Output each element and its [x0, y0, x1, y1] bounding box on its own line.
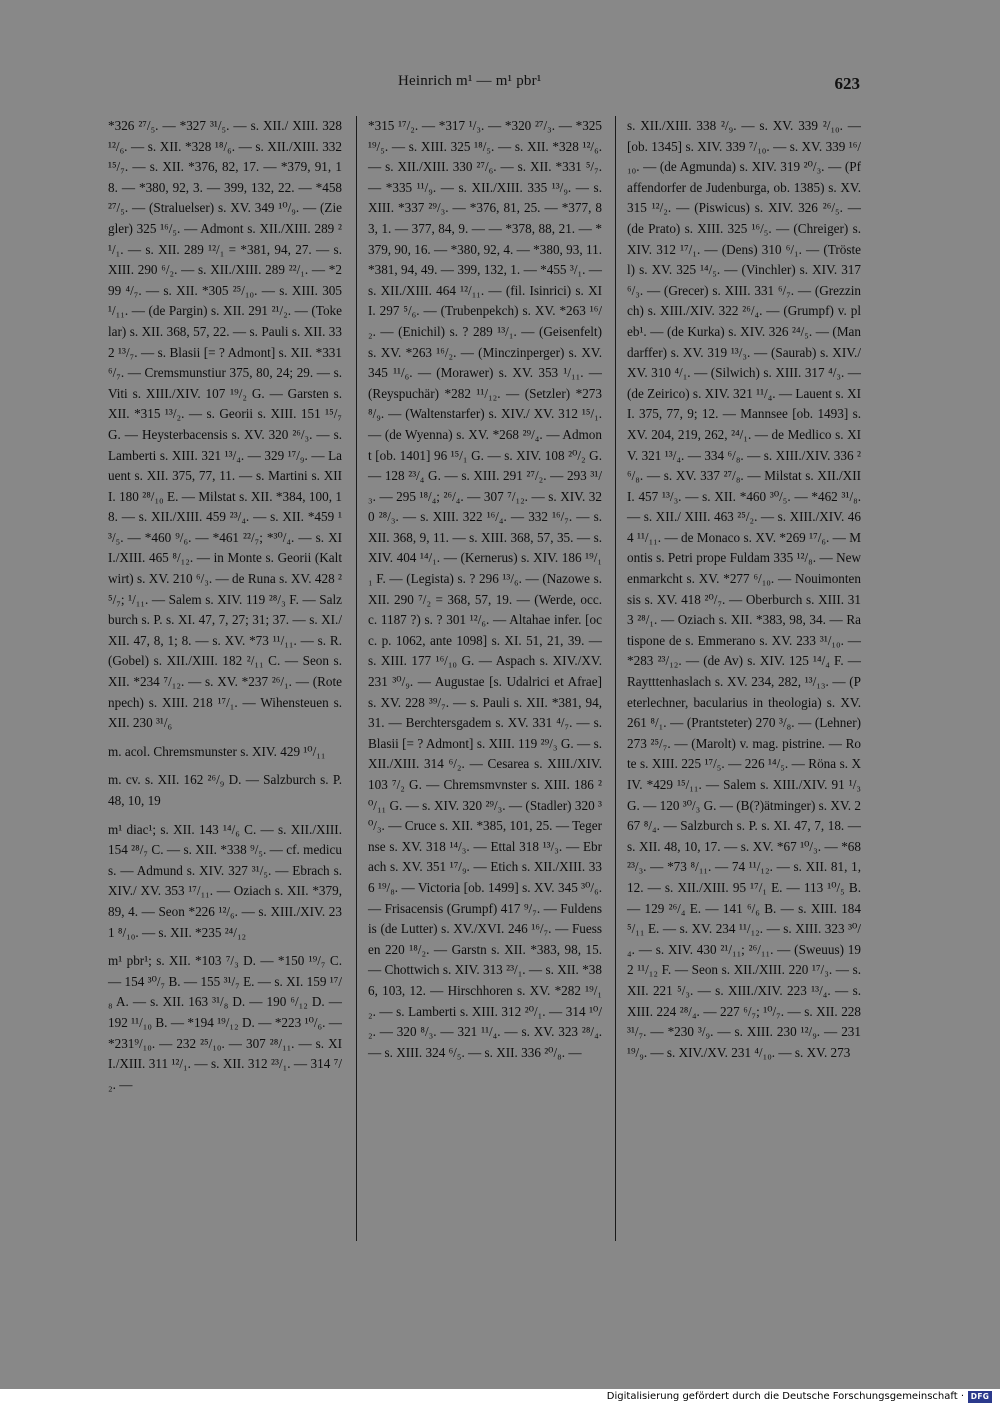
page-header	[0, 73, 1000, 97]
index-entry: *315 ¹⁷/₂. — *317 ¹/₃. — *320 ²⁷/₃. — *325 ¹⁹/₅. — s. XIII. 325 ¹⁸/₅. — s. XII. *328 ¹²/₆. — s. XII./XIII. 330 ²⁷/₆. — s. XII. *331 ⁵/₇. — *335 ¹¹/₉. — s. XII./XIII. 335 ¹³/₉. — s. XIII. *337 ²⁹/₃. — *376, 81, 25. — *377, 83, 1. — 377, 84, 9. — — *378, 88, 21. — *379, 90, 16. — *380, 92, 4. — *380, 93, 11. *381, 94, 49. — 399, 132, 1. — *455 ³/₁. — s. XII./XIII. 464 ¹²/₁₁. — (fil. Isinrici) s. XII. 297 ⁵/₆. — (Trubenpekch) s. XV. *263 ¹⁶/₂. — (Enichil) s. ? 289 ¹³/₁. — (Geisenfelt) s. XV. *263 ¹⁶/₂. — (Minczinperger) s. XV. 345 ¹¹/₆. — (Morawer) s. XV. 353 ¹/₁₁. — (Reyspuchär) *282 ¹¹/₁₂. — (Setzler) *273 ⁸/₉. — (Waltenstarfer) s. XIV./ XV. 312 ¹⁵/₁. — (de Wyenna) s. XV. *268 ²⁹/₄. — Admont [ob. 1401] 96 ¹⁵/₁ G. — s. XIV. 108 ²⁰/₂ G. — 128 ²³/₄ G. — s. XIII. 291 ²⁷/₂. — 293 ³¹/₃. — 295 ¹⁸/₄; ²⁶/₄. — 307 ⁷/₁₂. — s. XIV. 320 ²⁸/₃. — s. XIII. 322 ¹⁶/₄. — 332 ¹⁶/₇. — s. XII. 368, 9, 11. — s. XIII. 368, 57, 35. — s. XIV. 404 ¹⁴/₁. — (Kernerus) s. XIV. 186 ¹⁹/₁₁ F. — (Legista) s. ? 296 ¹³/₆. — (Nazowe s. XII. 290 ⁷/₂ = 368, 57, 19. — (Werde, occ. c. 1187 ?) s. ? 301 ¹²/₆. — Altahae infer. [occ. p. 1062, ante 1098] s. XI. 51, 21, 39. — s. XIII. 177 ¹⁶/₁₀ G. — Aspach s. XIV./XV. 231 ³⁰/₉. — Augustae [s. Udalrici et Afrae] s. XV. 228 ³⁹/₇. — s. Pauli s. XII. *381, 94, 31. — Berchtersgadem s. XV. 331 ⁴/₇. — s. Blasii [= ? Admont] s. XIII. 119 ²⁹/₃ G. — s. XII./XIII. 314 ⁶/₂. — Cesarea s. XIII./XIV. 103 ⁷/₂ G. — Chremsmvnster s. XIII. 186 ²⁰/₁₁ G. — s. XIV. 320 ²⁹/₃. — (Stadler) 320 ³⁰/₃. — Cruce s. XII. *385, 101, 25. — Tegernse s. XV. 318 ¹⁴/₃. — Ettal 318 ¹³/₃. — Ebrach s. XV. 351 ¹⁷/₉. — Etich s. XII./XIII. 336 ¹⁹/₈. — Victoria [ob. 1499] s. XV. 345 ³⁰/₆. — Frisacensis (Grumpf) 417 ⁹/₇. — Fuldensis (de Lutter) s. XV./XVI. 246 ¹⁶/₇. — Fuessen 220 ¹⁸/₂. — Garstn s. XII. *383, 98, 15. — Chottwich s. XIV. 313 ²³/₁. — s. XII. *386, 103, 12. — Hirschhoren s. XV. *282 ¹⁹/₁₂. — s. Lamberti s. XIII. 312 ²⁰/₁. — 314 ¹⁰/₂. — 320 ⁸/₃. — 321 ¹¹/₄. — s. XV. 323 ²⁸/₄. — s. XIII. 324 ⁶/₅. — s. XII. 336 ²⁰/₈. —	[368, 118, 602, 1060]
footer-bar	[0, 1389, 1000, 1406]
funding-note: Digitalisierung gefördert durch die Deutsche Forschungsgemeinschaft ·	[606, 1391, 964, 1402]
index-entry: m¹ diac¹; s. XII. 143 ¹⁴/₆ C. — s. XII./XIII. 154 ²⁸/₇ C. — s. XII. *338 ⁹/₅. — cf. medicus. — Admund s. XIV. 327 ³¹/₅. — Ebrach s. XIV./ XV. 353 ¹⁷/₁₁. — Oziach s. XII. *379, 89, 4. — Seon *226 ¹²/₆. — s. XIII./XIV. 231 ⁸/₁₀. — s. XII. *235 ²⁴/₁₂	[108, 821, 342, 940]
index-entry: s. XII./XIII. 338 ²/₉. — s. XV. 339 ²/₁₀. — [ob. 1345] s. XIV. 339 ⁷/₁₀. — s. XV. 339 ¹⁶/₁₀. — (de Agmunda) s. XIV. 319 ²⁰/₃. — (Pfaffendorfer de Judenburga, ob. 1385) s. XV. 315 ¹²/₂. — (Piswicus) s. XIV. 326 ²⁶/₅. — (de Prato) s. XIII. 325 ¹⁶/₅. — (Chreiger) s. XIV. 312 ¹⁷/₁. — (Dens) 310 ⁶/₁. — (Tröstel) s. XV. 325 ¹⁴/₅. — (Vinchler) s. XIV. 317 ⁶/₃. — (Grecer) s. XIII. 331 ⁶/₇. — (Grezzinch) s. XIII./XIV. 322 ²⁶/₄. — (Grumpf) v. pleb¹. — (de Kurka) s. XIV. 326 ²⁴/₅. — (Mandarffer) s. XV. 319 ¹³/₃. — (Saurab) s. XIV./XV. 310 ⁴/₁. — (Silwich) s. XIII. 317 ⁴/₃. — (de Zeirico) s. XIV. 321 ¹¹/₄. — Lauent s. XII. 375, 77, 9; 12. — Mannsee [ob. 1493] s. XV. 204, 219, 262, ²⁴/₁. — de Medlico s. XIV. 321 ¹³/₄. — 334 ⁶/₈. — s. XIII./XIV. 336 ²⁶/₈. — s. XV. 337 ²⁷/₈. — Milstat s. XII./XIII. 457 ¹³/₃. — s. XII. *460 ³⁰/₅. — *462 ³¹/₈. — s. XII./ XIII. 463 ²⁵/₂. — s. XIII./XIV. 464 ¹¹/₁₁. — de Monaco s. XV. *269 ¹⁷/₆. — Montis s. Petri prope Fuldam 335 ¹²/₈. — Newenmarkcht s. XV. *277 ⁶/₁₀. — Nouimontensis s. XV. 418 ²⁰/₇. — Oberburch s. XIII. 313 ²⁸/₁. — Oziach s. XII. *383, 98, 34. — Ratispone de s. Emmerano s. XV. 233 ³¹/₁₀. — *283 ²³/₁₂. — (de Av) s. XIV. 125 ¹⁴/₄ F. — Raytttenhaslach s. XV. 234, 282, ¹³/₁₃. — (Peterlechner, bacularius in theologia) s. XV. 261 ⁸/₁. — (Prantsteter) 270 ³/₈. — (Lehner) 273 ²⁵/₇. — (Marolt) v. mag. pistrine. — Rote s. XIII. 225 ¹⁷/₅. — 226 ¹⁴/₅. — Röna s. XIV. *429 ¹⁵/₁₁. — Salem s. XIII./XIV. 91 ¹/₃ G. — 120 ³⁰/₃ G. — (B(?)ätminger) s. XV. 267 ⁸/₄. — Salzburch s. P. s. XI. 47, 7, 18. — s. XII. 48, 10, 17. — s. XV. *67 ¹⁰/₃. — *68 ²³/₃. — *73 ⁸/₁₁. — 74 ¹¹/₁₂. — s. XII. 81, 1, 12. — s. XII./XIII. 95 ¹⁷/₁ E. — 113 ¹⁰/₅ B. — 129 ²⁶/₄ E. — 141 ⁶/₆ B. — s. XIII. 184 ⁵/₁₁ E. — s. XV. 234 ¹¹/₁₂. — s. XIII. 323 ³⁰/₄. — s. XIV. 430 ²¹/₁₁; ²⁶/₁₁. — (Sweuus) 192 ¹¹/₁₂ F. — Seon s. XII./XIII. 220 ¹⁷/₃. — s. XII. 221 ⁵/₃. — s. XIII./XIV. 223 ¹³/₄. — s. XIII. 224 ²⁸/₄. — 227 ⁶/₇; ¹⁰/₇. — s. XII. 228 ³¹/₇. — *230 ³/₉. — s. XIII. 230 ¹²/₉. — 231 ¹⁹/₉. — s. XIV./XV. 231 ⁴/₁₀. — s. XV. 273	[627, 118, 861, 1060]
index-entry: *326 ²⁷/₅. — *327 ³¹/₅. — s. XII./ XIII. 328 ¹²/₆. — s. XII. *328 ¹⁸/₆. — s. XII./XIII. 332 ¹⁵/₇. — s. XII. *376, 82, 17. — *379, 91, 18. — *380, 92, 3. — 399, 132, 22. — *458 ²⁷/₅. — (Straluelser) s. XV. 349 ¹⁰/₉. — (Ziegler) 325 ¹⁶/₅. — Admont s. XII./XIII. 289 ²¹/₁. — s. XII. 289 ¹²/₁ = *381, 94, 27. — s. XIII. 290 ⁶/₂. — s. XII./XIII. 289 ²²/₁. — *299 ⁴/₇. — s. XII. *305 ²⁵/₁₀. — s. XIII. 305 ¹/₁₁. — (de Pargin) s. XII. 291 ²¹/₂. — (Tokelar) s. XII. 368, 57, 22. — s. Pauli s. XII. 332 ¹³/₇. — s. Blasii [= ? Admont] s. XII. *331 ⁶/₇. — Cremsmunstiur 375, 80, 24; 29. — s. Viti s. XIII./XIV. 107 ¹⁹/₂ G. — Garsten s. XII. *315 ¹³/₂. — s. Georii s. XIII. 151 ¹⁵/₇ G. — Heysterbacensis s. XV. 320 ²⁶/₃. — s. Lamberti s. XIII. 321 ¹³/₄. — 329 ¹⁷/₉. — Lauent s. XII. 375, 77, 11. — s. Martini s. XIII. 180 ²⁸/₁₀ E. — Milstat s. XII. *384, 100, 18. — s. XII./XIII. 459 ²³/₄. — s. XII. *459 ¹³/₅. — *460 ⁹/₆. — *461 ²²/₇; *³⁰/₄. — s. XII./XIII. 465 ⁸/₁₂. — in Monte s. Georii (Kaltwirt) s. XV. 210 ⁶/₃. — de Runa s. XV. 428 ²⁵/₇; ¹/₁₁. — Salem s. XIV. 119 ²⁸/₃ F. — Salzburch s. P. s. XI. 47, 7, 27; 31; 37. — s. XI./XII. 47, 8, 1; 8. — s. XV. *73 ¹¹/₁₁. — s. R. (Gobel) s. XII./XIII. 182 ²/₁₁ C. — Seon s. XII. *234 ⁷/₁₂. — s. XV. *237 ²⁶/₁. — (Rotenpech) s. XIII. 218 ¹⁷/₁. — Wihensteuen s. XII. 230 ³¹/₆	[108, 118, 342, 731]
text-column-right	[627, 116, 861, 1071]
running-title: Heinrich m¹ — m¹ pbr¹	[398, 73, 542, 89]
column-divider	[356, 116, 357, 1241]
text-column-left	[108, 116, 342, 1103]
dfg-logo[interactable]: DFG	[968, 1391, 992, 1403]
index-entry: m¹ pbr¹; s. XII. *103 ⁷/₃ D. — *150 ¹⁹/₇ C. — 154 ³⁰/₇ B. — 155 ³¹/₇ E. — s. XI. 159 ¹⁷/₈ A. — s. XII. 163 ³¹/₈ D. — 190 ⁶/₁₂ D. — 192 ¹¹/₁₀ B. — *194 ¹⁹/₁₂ D. — *223 ¹⁰/₆. — *231⁹/₁₀. — 232 ²⁵/₁₀. — 307 ²⁸/₁₁. — s. XII./XIII. 311 ¹²/₁. — s. XII. 312 ²³/₁. — 314 ⁷/₂. —	[108, 953, 342, 1092]
column-divider	[615, 116, 616, 1241]
index-entry: m. cv. s. XII. 162 ²⁶/₉ D. — Salzburch s. P. 48, 10, 19	[108, 772, 342, 808]
page-number: 623	[834, 74, 860, 93]
text-column-middle	[368, 116, 602, 1071]
index-entry: m. acol. Chremsmunster s. XIV. 429 ¹⁰/₁₁	[108, 743, 326, 759]
